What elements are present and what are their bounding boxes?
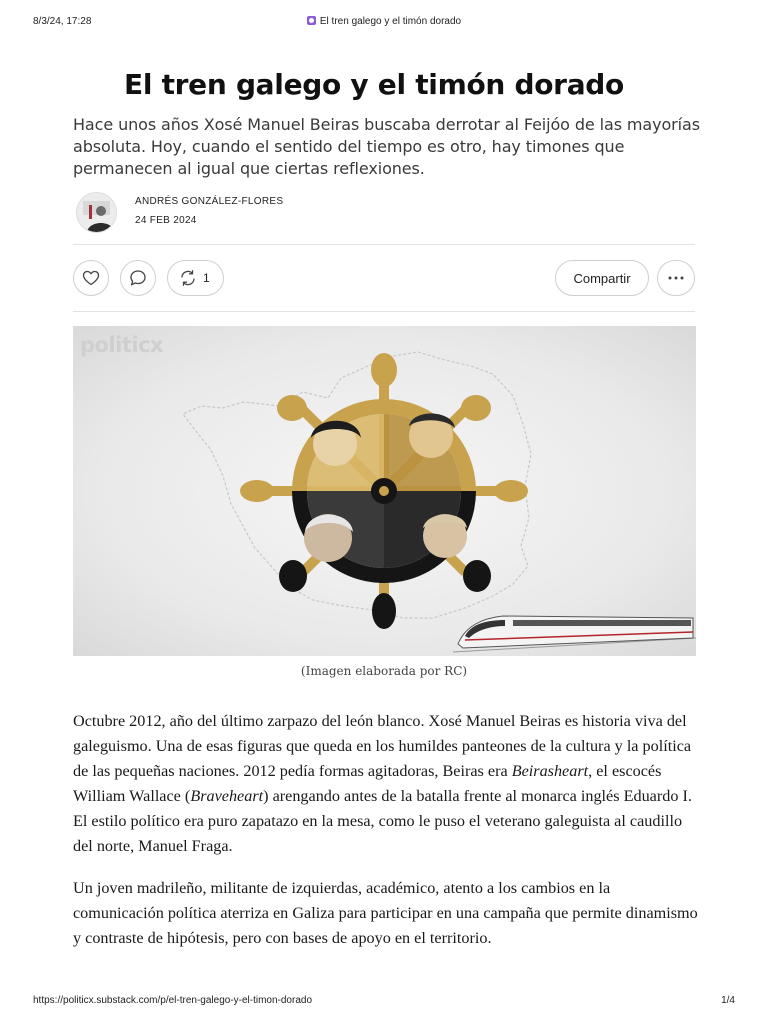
hero-illustration <box>73 326 696 656</box>
print-tab-title-text: El tren galego y el timón dorado <box>319 16 462 27</box>
p1-text-b: , el escocés William Wallace ( <box>73 762 662 805</box>
print-header <box>0 16 768 32</box>
train <box>453 616 696 652</box>
like-button[interactable] <box>73 260 109 296</box>
p1-italic-beirasheart: Beirasheart <box>511 762 589 780</box>
divider-bottom <box>73 311 695 312</box>
print-page-number: 1/4 <box>721 995 735 1006</box>
restack-button[interactable] <box>167 260 224 296</box>
hero-image <box>73 326 696 656</box>
p1-text-c: ) arengando antes de la batalla frente al monarca inglés Eduardo I. El estilo político era puro zapatazo en la mesa, como le puso el veterano galeguista al caudillo del norte, Manuel Fraga. <box>73 787 692 855</box>
favicon-icon <box>307 16 316 25</box>
body-paragraph-1 <box>73 709 698 859</box>
body-paragraph-2: Un joven madrileño, militante de izquierdas, académico, atento a los cambios en la comunicación política aterriza en Galiza para participar en una campaña que permite dinamismo y contraste de hipótesis, pero con bases de apoyo en el territorio. <box>73 879 698 947</box>
restack-count: 1 <box>203 271 210 285</box>
print-footer <box>0 995 768 1009</box>
share-button[interactable]: Compartir <box>555 260 649 296</box>
p1-text-a: Octubre 2012, año del último zarpazo del león blanco. Xosé Manuel Beiras es historia viva del galeguismo. Una de esas figuras que queda en los humildes panteones de la cultura y la política de las pequeñas naciones. 2012 pedía formas agitadoras, Beiras era <box>73 712 692 780</box>
byline <box>76 192 696 232</box>
author-name[interactable]: ANDRÉS GONZÁLEZ-FLORES <box>135 196 284 207</box>
print-url: https://politicx.substack.com/p/el-tren-galego-y-el-timon-dorado <box>33 995 313 1006</box>
speech-bubble-icon <box>129 269 147 287</box>
more-options-button[interactable] <box>657 260 695 296</box>
restack-arrows-icon <box>179 269 197 287</box>
article-subtitle: Hace unos años Xosé Manuel Beiras buscaba derrotar al Feijóo de las mayorías absoluta. Hoy, cuando el sentido del tiempo es otro, hay timones que permanecen al igual que ciertas reflexiones. <box>73 115 700 178</box>
comment-button[interactable] <box>120 260 156 296</box>
divider-top <box>73 244 695 245</box>
ellipsis-icon <box>667 275 685 281</box>
hero-watermark: politicx <box>80 333 164 357</box>
image-caption: (Imagen elaborada por RC) <box>300 664 468 678</box>
author-avatar[interactable] <box>76 192 117 233</box>
print-tab-title <box>0 16 768 27</box>
post-date: 24 FEB 2024 <box>135 215 197 226</box>
heart-icon <box>82 270 100 286</box>
article-title: El tren galego y el timón dorado <box>124 68 624 101</box>
print-datetime: 8/3/24, 17:28 <box>33 16 92 27</box>
ships-wheel <box>240 353 528 629</box>
p1-italic-braveheart: Braveheart <box>190 787 264 805</box>
